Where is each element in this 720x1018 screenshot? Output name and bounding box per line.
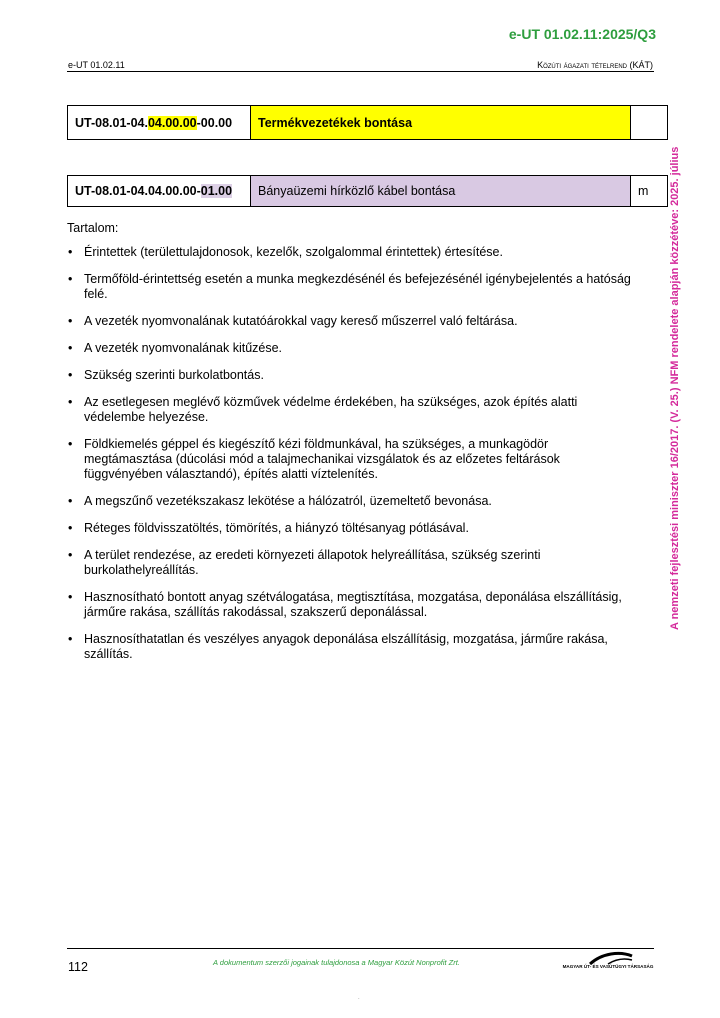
list-item: • Földkiemelés géppel és kiegészítő kézi földmunkával, ha szükséges, a munkagödör megtámasztása (dúcolási mód a talajmechanikai vizsgálatok és az előzetes feltárások függvényében választandó), építés alatti víztelenítés.: [67, 437, 632, 482]
header-right-title: Közúti ágazati tételrend (KÁT): [537, 60, 653, 70]
item-main-table: [67, 105, 668, 140]
item-sub-title: Bányaüzemi hírközlő kábel bontása: [251, 176, 631, 207]
header-left-code: e-UT 01.02.11: [68, 60, 125, 70]
footer-divider: [67, 948, 654, 949]
item-sub-code: [68, 176, 251, 207]
document-code: e-UT 01.02.11:2025/Q3: [508, 26, 656, 42]
item-main-code-highlight: 04.00.00: [147, 115, 197, 130]
society-logo: [562, 950, 654, 978]
list-item: • A vezeték nyomvonalának kitűzése.: [67, 341, 632, 356]
list-item: • Termőföld-érintettség esetén a munka megkezdésénél és befejezésénél igénybejelentés a hatóság felé.: [67, 272, 632, 302]
list-item: • Réteges földvisszatöltés, tömörítés, a hiányzó töltésanyag pótlásával.: [67, 521, 632, 536]
item-main-code-suffix: -00.00: [196, 115, 233, 130]
item-main-row: [68, 106, 668, 140]
content-bullet-list: [67, 245, 632, 662]
item-main-title: Termékvezetékek bontása: [251, 106, 631, 140]
item-sub-table: [67, 175, 668, 207]
list-item: • Az esetlegesen meglévő közművek védelme érdekében, ha szükséges, azok építés alatti védelembe helyezése.: [67, 395, 632, 425]
page-number: 112: [68, 960, 88, 974]
footer-mark: .: [358, 995, 360, 1001]
item-main-unit: [631, 106, 668, 140]
header-divider: [67, 71, 654, 72]
list-item: • A megszűnő vezetékszakasz lekötése a hálózatról, üzemeltető bevonása.: [67, 494, 632, 509]
list-item: • Szükség szerinti burkolatbontás.: [67, 368, 632, 383]
list-item: • Érintettek (területtulajdonosok, kezelők, szolgalommal érintettek) értesítése.: [67, 245, 632, 260]
item-sub-code-prefix: UT-08.01-04.04.00.00-: [75, 184, 201, 198]
copyright-notice: A dokumentum szerzői jogainak tulajdonosa a Magyar Közút Nonprofit Zrt.: [213, 958, 460, 967]
list-item: • A vezeték nyomvonalának kutatóárokkal vagy kereső műszerrel való feltárása.: [67, 314, 632, 329]
item-main-code: [68, 106, 251, 140]
item-sub-code-highlight: 01.00: [200, 184, 233, 198]
list-item: • A terület rendezése, az eredeti környezeti állapotok helyreállítása, szükség szerinti burkolathelyreállítás.: [67, 548, 632, 578]
logo-text: MAGYAR ÚT- ÉS VASÚTÜGYI TÁRSASÁG: [562, 964, 654, 969]
item-main-code-prefix: UT-08.01-04.: [75, 115, 148, 130]
content-section: [67, 221, 632, 674]
item-sub-row: [68, 176, 668, 207]
list-item: • Hasznosítható bontott anyag szétválogatása, megtisztítása, mozgatása, deponálása elszállításig, járműre rakása, szállítás rakodással, szakszerű deponálással.: [67, 590, 632, 620]
list-item: • Hasznosíthatatlan és veszélyes anyagok deponálása elszállításig, mozgatása, járműre rakása, szállítás.: [67, 632, 632, 662]
item-sub-unit: m: [631, 176, 668, 207]
publication-side-note: A nemzeti fejlesztési miniszter 16/2017. (V. 25.) NFM rendelete alapján közzétéve: 2025. július: [669, 146, 681, 630]
content-label: Tartalom:: [67, 221, 119, 235]
